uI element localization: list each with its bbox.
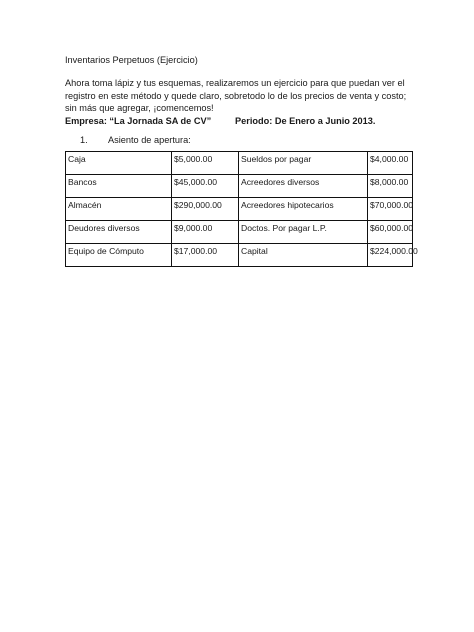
amount-cell: $8,000.00 xyxy=(368,175,413,198)
section-number: 1. xyxy=(80,135,88,145)
account-name-cell: Almacén xyxy=(66,198,172,221)
intro-paragraph: Ahora toma lápiz y tus esquemas, realizaremos un ejercicio para que puedan ver el registro en este método y quede claro, sobretodo lo de los precios de venta y costo; sin más que agregar, ¡comencemos! xyxy=(65,78,407,114)
account-name-cell: Acreedores diversos xyxy=(239,175,368,198)
table-row xyxy=(66,221,413,244)
table-row xyxy=(66,152,413,175)
account-name-cell: Bancos xyxy=(66,175,172,198)
section-title: Asiento de apertura: xyxy=(108,135,191,145)
section-heading xyxy=(80,135,191,145)
account-name-cell: Sueldos por pagar xyxy=(239,152,368,175)
company-label: Empresa: “La Jornada SA de CV” xyxy=(65,116,212,126)
account-name-cell: Doctos. Por pagar L.P. xyxy=(239,221,368,244)
account-name-cell: Caja xyxy=(66,152,172,175)
document-title: Inventarios Perpetuos (Ejercicio) xyxy=(65,55,198,65)
amount-cell: $224,000.00 xyxy=(368,244,413,267)
amount-cell: $5,000.00 xyxy=(172,152,239,175)
account-name-cell: Capital xyxy=(239,244,368,267)
table-row xyxy=(66,198,413,221)
table-row xyxy=(66,244,413,267)
opening-entry-table xyxy=(65,151,418,267)
table-row xyxy=(66,175,413,198)
period-label: Periodo: De Enero a Junio 2013. xyxy=(235,116,376,126)
amount-cell: $70,000.00 xyxy=(368,198,413,221)
amount-cell: $45,000.00 xyxy=(172,175,239,198)
account-name-cell: Deudores diversos xyxy=(66,221,172,244)
account-name-cell: Equipo de Cómputo xyxy=(66,244,172,267)
amount-cell: $9,000.00 xyxy=(172,221,239,244)
amount-cell: $17,000.00 xyxy=(172,244,239,267)
amount-cell: $290,000.00 xyxy=(172,198,239,221)
amount-cell: $4,000.00 xyxy=(368,152,413,175)
account-name-cell: Acreedores hipotecarios xyxy=(239,198,368,221)
amount-cell: $60,000.00 xyxy=(368,221,413,244)
